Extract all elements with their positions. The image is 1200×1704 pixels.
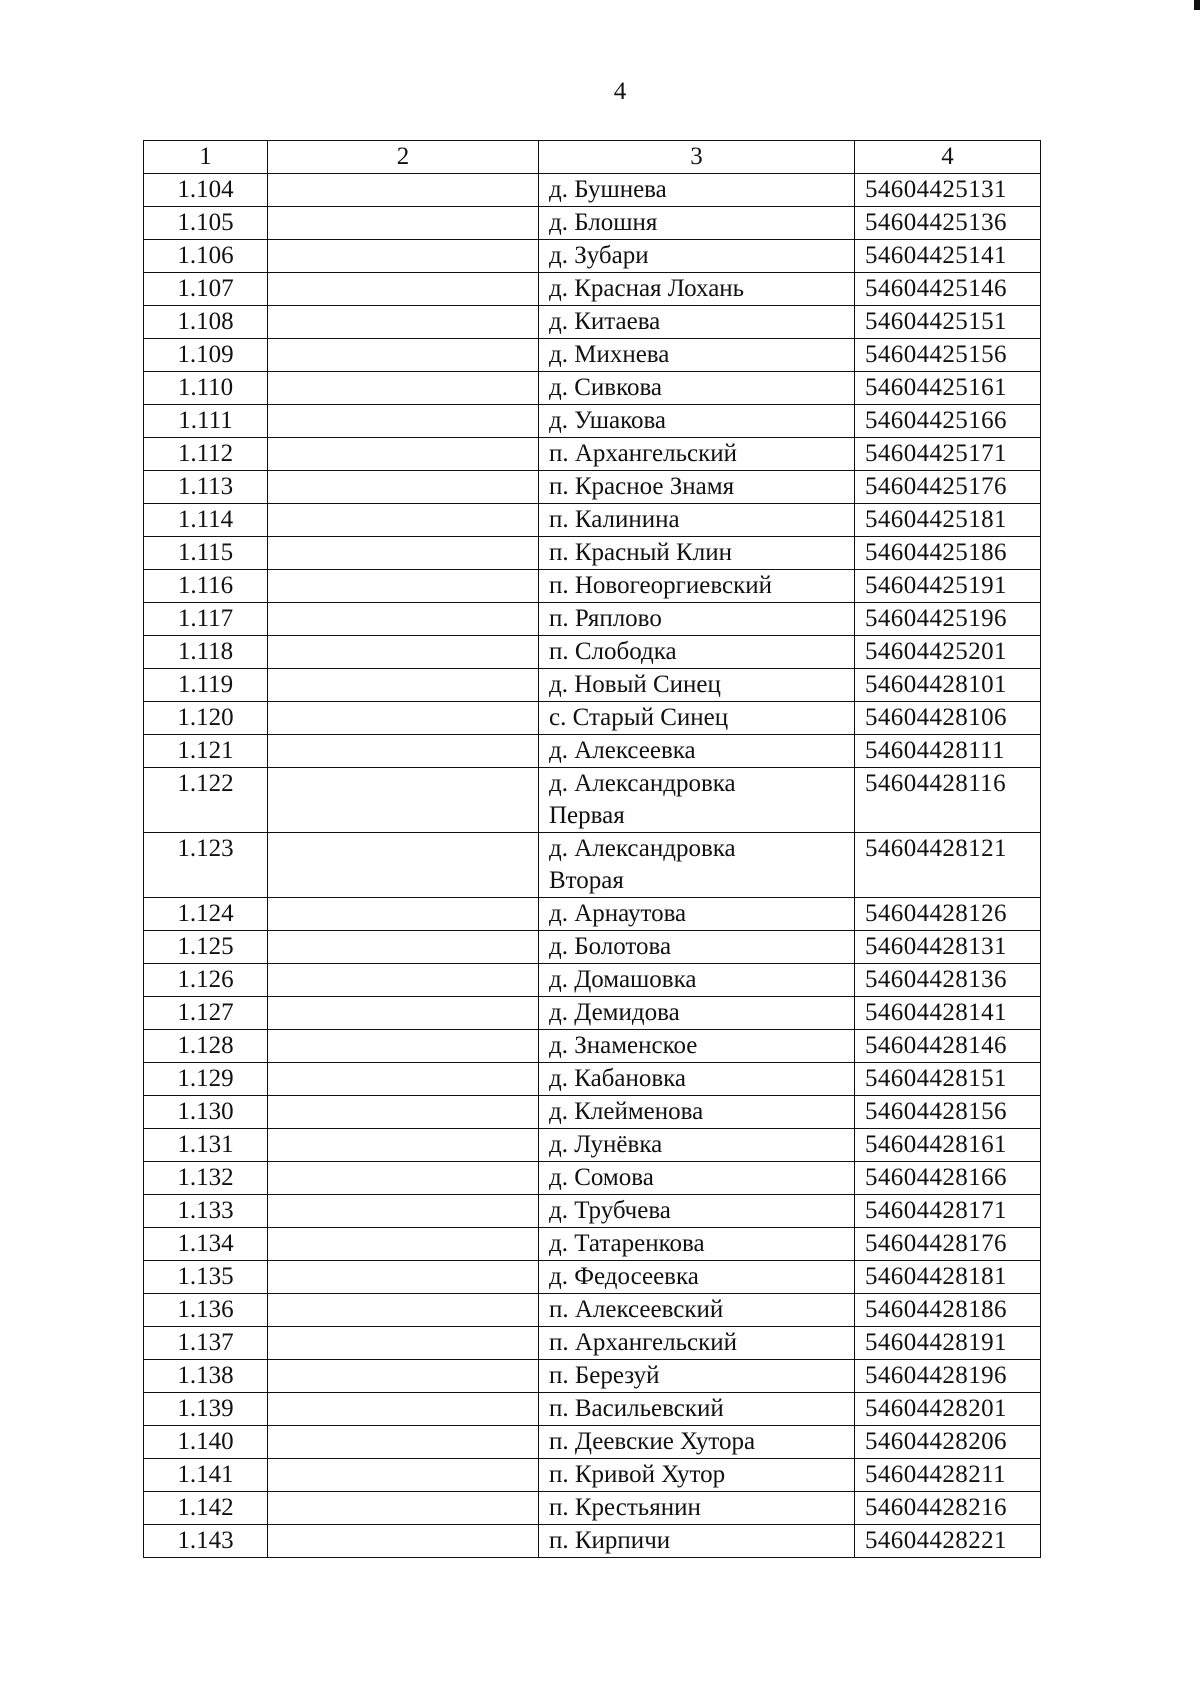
row-number-cell: 1.107 bbox=[144, 273, 268, 306]
empty-cell bbox=[268, 1162, 539, 1195]
page-number: 4 bbox=[613, 78, 627, 105]
oktmo-code-cell: 54604425176 bbox=[855, 471, 1041, 504]
settlement-name-cell bbox=[539, 1294, 855, 1327]
row-number-cell: 1.126 bbox=[144, 964, 268, 997]
row-number-cell: 1.132 bbox=[144, 1162, 268, 1195]
settlement-name-cell bbox=[539, 603, 855, 636]
settlement-name-cell bbox=[539, 306, 855, 339]
table-row bbox=[144, 768, 1041, 833]
table-body bbox=[144, 174, 1041, 1558]
header-row bbox=[144, 141, 1041, 174]
table-row bbox=[144, 1030, 1041, 1063]
header-col-3: 3 bbox=[539, 141, 855, 174]
oktmo-code-cell: 54604425196 bbox=[855, 603, 1041, 636]
settlement-name-line: д. Федосеевка bbox=[549, 1263, 699, 1290]
settlement-name-cell bbox=[539, 898, 855, 931]
row-number-cell: 1.141 bbox=[144, 1459, 268, 1492]
oktmo-code-cell: 54604428106 bbox=[855, 702, 1041, 735]
row-number-cell: 1.134 bbox=[144, 1228, 268, 1261]
settlement-name-cell bbox=[539, 438, 855, 471]
settlement-name-cell bbox=[539, 405, 855, 438]
oktmo-code-cell: 54604428201 bbox=[855, 1393, 1041, 1426]
table-row bbox=[144, 273, 1041, 306]
oktmo-code-cell: 54604425141 bbox=[855, 240, 1041, 273]
settlement-name-cell bbox=[539, 570, 855, 603]
oktmo-code-cell: 54604428146 bbox=[855, 1030, 1041, 1063]
settlement-name-line: д. Лунёвка bbox=[549, 1131, 663, 1158]
empty-cell bbox=[268, 1459, 539, 1492]
oktmo-code-cell: 54604425146 bbox=[855, 273, 1041, 306]
settlement-name-cell bbox=[539, 1492, 855, 1525]
table-row bbox=[144, 1459, 1041, 1492]
empty-cell bbox=[268, 504, 539, 537]
table-row bbox=[144, 537, 1041, 570]
oktmo-code-cell: 54604428161 bbox=[855, 1129, 1041, 1162]
table-row bbox=[144, 240, 1041, 273]
settlement-name-cell bbox=[539, 240, 855, 273]
table-row bbox=[144, 1261, 1041, 1294]
empty-cell bbox=[268, 636, 539, 669]
oktmo-code-cell: 54604425186 bbox=[855, 537, 1041, 570]
settlement-name-line: п. Красное Знамя bbox=[549, 473, 735, 500]
oktmo-code-cell: 54604428141 bbox=[855, 997, 1041, 1030]
settlement-name-cell bbox=[539, 1360, 855, 1393]
settlement-name-cell bbox=[539, 339, 855, 372]
oktmo-code-cell: 54604428111 bbox=[855, 735, 1041, 768]
empty-cell bbox=[268, 1129, 539, 1162]
settlement-name-cell bbox=[539, 669, 855, 702]
settlement-name-line: п. Кирпичи bbox=[549, 1527, 671, 1554]
empty-cell bbox=[268, 240, 539, 273]
settlement-name-cell bbox=[539, 735, 855, 768]
empty-cell bbox=[268, 570, 539, 603]
settlement-name-cell bbox=[539, 174, 855, 207]
oktmo-code-cell: 54604425156 bbox=[855, 339, 1041, 372]
empty-cell bbox=[268, 537, 539, 570]
settlement-name-line: д. Демидова bbox=[549, 999, 680, 1026]
empty-cell bbox=[268, 438, 539, 471]
row-number-cell: 1.108 bbox=[144, 306, 268, 339]
empty-cell bbox=[268, 833, 539, 898]
settlement-name-line: д. Кабановка bbox=[549, 1065, 687, 1092]
table-row bbox=[144, 504, 1041, 537]
oktmo-code-cell: 54604428176 bbox=[855, 1228, 1041, 1261]
settlement-name-line: п. Архангельский bbox=[549, 1329, 737, 1356]
settlement-name-cell bbox=[539, 1195, 855, 1228]
settlement-name-line: п. Крестьянин bbox=[549, 1494, 701, 1521]
settlement-name-line: д. Арнаутова bbox=[549, 900, 687, 927]
settlement-name-line: д. Алексеевка bbox=[549, 737, 696, 764]
empty-cell bbox=[268, 471, 539, 504]
row-number-cell: 1.118 bbox=[144, 636, 268, 669]
settlement-name-cell bbox=[539, 504, 855, 537]
empty-cell bbox=[268, 735, 539, 768]
oktmo-code-cell: 54604425191 bbox=[855, 570, 1041, 603]
row-number-cell: 1.115 bbox=[144, 537, 268, 570]
settlement-name-cell bbox=[539, 636, 855, 669]
table-row bbox=[144, 1162, 1041, 1195]
settlement-name-line: д. Красная Лохань bbox=[549, 275, 745, 302]
oktmo-code-cell: 54604428171 bbox=[855, 1195, 1041, 1228]
table-row bbox=[144, 174, 1041, 207]
settlement-name-cell bbox=[539, 1096, 855, 1129]
empty-cell bbox=[268, 898, 539, 931]
empty-cell bbox=[268, 669, 539, 702]
empty-cell bbox=[268, 1525, 539, 1558]
empty-cell bbox=[268, 931, 539, 964]
header-col-2: 2 bbox=[268, 141, 539, 174]
oktmo-code-cell: 54604428121 bbox=[855, 833, 1041, 898]
table-row bbox=[144, 438, 1041, 471]
settlement-name-line: д. Клейменова bbox=[549, 1098, 704, 1125]
table-row bbox=[144, 1195, 1041, 1228]
row-number-cell: 1.110 bbox=[144, 372, 268, 405]
table-row bbox=[144, 405, 1041, 438]
row-number-cell: 1.122 bbox=[144, 768, 268, 833]
table-row bbox=[144, 898, 1041, 931]
settlement-name-line: п. Новогеоргиевский bbox=[549, 572, 772, 599]
oktmo-code-cell: 54604425181 bbox=[855, 504, 1041, 537]
settlement-name-cell bbox=[539, 372, 855, 405]
table-row bbox=[144, 1294, 1041, 1327]
table-row bbox=[144, 1393, 1041, 1426]
empty-cell bbox=[268, 207, 539, 240]
settlement-name-cell bbox=[539, 1393, 855, 1426]
oktmo-code-cell: 54604425151 bbox=[855, 306, 1041, 339]
oktmo-code-cell: 54604428151 bbox=[855, 1063, 1041, 1096]
settlement-name-line: п. Калинина bbox=[549, 506, 680, 533]
oktmo-code-cell: 54604428156 bbox=[855, 1096, 1041, 1129]
table-row bbox=[144, 1228, 1041, 1261]
empty-cell bbox=[268, 1261, 539, 1294]
empty-cell bbox=[268, 174, 539, 207]
settlement-name-line: д. Домашовка bbox=[549, 966, 697, 993]
oktmo-code-cell: 54604425136 bbox=[855, 207, 1041, 240]
table-header bbox=[144, 141, 1041, 174]
row-number-cell: 1.116 bbox=[144, 570, 268, 603]
row-number-cell: 1.143 bbox=[144, 1525, 268, 1558]
row-number-cell: 1.120 bbox=[144, 702, 268, 735]
empty-cell bbox=[268, 1294, 539, 1327]
settlement-name-line: п. Деевские Хутора bbox=[549, 1428, 756, 1455]
row-number-cell: 1.140 bbox=[144, 1426, 268, 1459]
table-row bbox=[144, 1492, 1041, 1525]
row-number-cell: 1.130 bbox=[144, 1096, 268, 1129]
settlement-name-cell bbox=[539, 997, 855, 1030]
table-row bbox=[144, 1327, 1041, 1360]
row-number-cell: 1.137 bbox=[144, 1327, 268, 1360]
table-row bbox=[144, 471, 1041, 504]
settlement-name-line: д. Зубари bbox=[549, 242, 649, 269]
settlement-name-cell bbox=[539, 1261, 855, 1294]
table-row bbox=[144, 636, 1041, 669]
settlement-name-line: п. Слободка bbox=[549, 638, 677, 665]
empty-cell bbox=[268, 603, 539, 636]
empty-cell bbox=[268, 1195, 539, 1228]
table-row bbox=[144, 570, 1041, 603]
settlement-name-line: д. Блошня bbox=[549, 209, 658, 236]
settlement-name-line: д. Китаева bbox=[549, 308, 661, 335]
row-number-cell: 1.142 bbox=[144, 1492, 268, 1525]
row-number-cell: 1.133 bbox=[144, 1195, 268, 1228]
table-row bbox=[144, 735, 1041, 768]
settlement-name-cell bbox=[539, 537, 855, 570]
table-row bbox=[144, 207, 1041, 240]
table-row bbox=[144, 339, 1041, 372]
empty-cell bbox=[268, 273, 539, 306]
table-row bbox=[144, 306, 1041, 339]
settlement-name-cell bbox=[539, 768, 855, 833]
empty-cell bbox=[268, 1492, 539, 1525]
settlement-name-cell bbox=[539, 1162, 855, 1195]
settlement-name-line: п. Березуй bbox=[549, 1362, 660, 1389]
table-row bbox=[144, 372, 1041, 405]
settlements-table bbox=[143, 140, 1041, 1558]
row-number-cell: 1.125 bbox=[144, 931, 268, 964]
empty-cell bbox=[268, 372, 539, 405]
row-number-cell: 1.138 bbox=[144, 1360, 268, 1393]
settlement-name-cell bbox=[539, 964, 855, 997]
settlement-name-line: п. Красный Клин bbox=[549, 539, 732, 566]
settlement-name-cell bbox=[539, 1327, 855, 1360]
table-row bbox=[144, 702, 1041, 735]
table-row bbox=[144, 1096, 1041, 1129]
settlement-name-line: д. Татаренкова bbox=[549, 1230, 705, 1257]
empty-cell bbox=[268, 997, 539, 1030]
settlement-name-line: д. Михнева bbox=[549, 341, 670, 368]
oktmo-code-cell: 54604425131 bbox=[855, 174, 1041, 207]
settlement-name-line: п. Ряплово bbox=[549, 605, 662, 632]
row-number-cell: 1.124 bbox=[144, 898, 268, 931]
oktmo-code-cell: 54604428116 bbox=[855, 768, 1041, 833]
oktmo-code-cell: 54604428131 bbox=[855, 931, 1041, 964]
empty-cell bbox=[268, 964, 539, 997]
row-number-cell: 1.111 bbox=[144, 405, 268, 438]
settlement-name-cell bbox=[539, 833, 855, 898]
row-number-cell: 1.128 bbox=[144, 1030, 268, 1063]
oktmo-code-cell: 54604428211 bbox=[855, 1459, 1041, 1492]
row-number-cell: 1.127 bbox=[144, 997, 268, 1030]
row-number-cell: 1.119 bbox=[144, 669, 268, 702]
table-row bbox=[144, 1426, 1041, 1459]
empty-cell bbox=[268, 405, 539, 438]
settlement-name-line: д. Александровка bbox=[549, 770, 736, 797]
table-row bbox=[144, 669, 1041, 702]
settlement-name-cell bbox=[539, 931, 855, 964]
settlement-name-line: д. Новый Синец bbox=[549, 671, 721, 698]
settlement-name-line: д. Александровка bbox=[549, 835, 736, 862]
table-row bbox=[144, 1063, 1041, 1096]
row-number-cell: 1.129 bbox=[144, 1063, 268, 1096]
settlement-name-cell bbox=[539, 1129, 855, 1162]
oktmo-code-cell: 54604425171 bbox=[855, 438, 1041, 471]
row-number-cell: 1.105 bbox=[144, 207, 268, 240]
empty-cell bbox=[268, 768, 539, 833]
settlement-name-line: д. Бушнева bbox=[549, 176, 667, 203]
settlement-name-cell bbox=[539, 702, 855, 735]
settlement-name-cell bbox=[539, 207, 855, 240]
oktmo-code-cell: 54604425201 bbox=[855, 636, 1041, 669]
empty-cell bbox=[268, 339, 539, 372]
row-number-cell: 1.117 bbox=[144, 603, 268, 636]
empty-cell bbox=[268, 1360, 539, 1393]
row-number-cell: 1.131 bbox=[144, 1129, 268, 1162]
table-row bbox=[144, 1525, 1041, 1558]
oktmo-code-cell: 54604428196 bbox=[855, 1360, 1041, 1393]
row-number-cell: 1.109 bbox=[144, 339, 268, 372]
settlement-name-line: Вторая bbox=[549, 867, 624, 894]
settlement-name-line: п. Архангельский bbox=[549, 440, 737, 467]
oktmo-code-cell: 54604428221 bbox=[855, 1525, 1041, 1558]
settlement-name-line: Первая bbox=[549, 802, 625, 829]
settlement-name-line: с. Старый Синец bbox=[549, 704, 729, 731]
row-number-cell: 1.114 bbox=[144, 504, 268, 537]
table-row bbox=[144, 931, 1041, 964]
empty-cell bbox=[268, 702, 539, 735]
empty-cell bbox=[268, 306, 539, 339]
table-row bbox=[144, 1129, 1041, 1162]
table-row bbox=[144, 603, 1041, 636]
empty-cell bbox=[268, 1426, 539, 1459]
row-number-cell: 1.106 bbox=[144, 240, 268, 273]
settlement-name-cell bbox=[539, 1426, 855, 1459]
table-row bbox=[144, 997, 1041, 1030]
header-col-1: 1 bbox=[144, 141, 268, 174]
table-row bbox=[144, 964, 1041, 997]
table-row bbox=[144, 1360, 1041, 1393]
settlement-name-line: д. Знаменское bbox=[549, 1032, 698, 1059]
row-number-cell: 1.139 bbox=[144, 1393, 268, 1426]
oktmo-code-cell: 54604428216 bbox=[855, 1492, 1041, 1525]
settlement-name-line: д. Сомова bbox=[549, 1164, 654, 1191]
row-number-cell: 1.104 bbox=[144, 174, 268, 207]
empty-cell bbox=[268, 1030, 539, 1063]
settlement-name-line: д. Ушакова bbox=[549, 407, 667, 434]
settlement-name-cell bbox=[539, 273, 855, 306]
oktmo-code-cell: 54604428126 bbox=[855, 898, 1041, 931]
row-number-cell: 1.113 bbox=[144, 471, 268, 504]
oktmo-code-cell: 54604428101 bbox=[855, 669, 1041, 702]
settlement-name-line: п. Кривой Хутор bbox=[549, 1461, 726, 1488]
row-number-cell: 1.136 bbox=[144, 1294, 268, 1327]
empty-cell bbox=[268, 1393, 539, 1426]
settlement-name-cell bbox=[539, 1525, 855, 1558]
empty-cell bbox=[268, 1327, 539, 1360]
oktmo-code-cell: 54604428191 bbox=[855, 1327, 1041, 1360]
settlement-name-cell bbox=[539, 1063, 855, 1096]
row-number-cell: 1.121 bbox=[144, 735, 268, 768]
table-row bbox=[144, 833, 1041, 898]
empty-cell bbox=[268, 1063, 539, 1096]
header-col-4: 4 bbox=[855, 141, 1041, 174]
oktmo-code-cell: 54604428206 bbox=[855, 1426, 1041, 1459]
settlement-name-cell bbox=[539, 1459, 855, 1492]
scan-edge-mark bbox=[1194, 0, 1200, 10]
oktmo-code-cell: 54604425161 bbox=[855, 372, 1041, 405]
oktmo-code-cell: 54604428166 bbox=[855, 1162, 1041, 1195]
row-number-cell: 1.135 bbox=[144, 1261, 268, 1294]
oktmo-code-cell: 54604425166 bbox=[855, 405, 1041, 438]
empty-cell bbox=[268, 1228, 539, 1261]
row-number-cell: 1.112 bbox=[144, 438, 268, 471]
settlement-name-line: д. Болотова bbox=[549, 933, 672, 960]
oktmo-code-cell: 54604428186 bbox=[855, 1294, 1041, 1327]
empty-cell bbox=[268, 1096, 539, 1129]
settlement-name-line: д. Трубчева bbox=[549, 1197, 671, 1224]
settlement-name-cell bbox=[539, 471, 855, 504]
settlement-name-line: п. Алексеевский bbox=[549, 1296, 724, 1323]
row-number-cell: 1.123 bbox=[144, 833, 268, 898]
oktmo-code-cell: 54604428136 bbox=[855, 964, 1041, 997]
settlement-name-line: д. Сивкова bbox=[549, 374, 663, 401]
settlement-name-line: п. Васильевский bbox=[549, 1395, 724, 1422]
settlement-name-cell bbox=[539, 1228, 855, 1261]
settlement-name-cell bbox=[539, 1030, 855, 1063]
oktmo-code-cell: 54604428181 bbox=[855, 1261, 1041, 1294]
